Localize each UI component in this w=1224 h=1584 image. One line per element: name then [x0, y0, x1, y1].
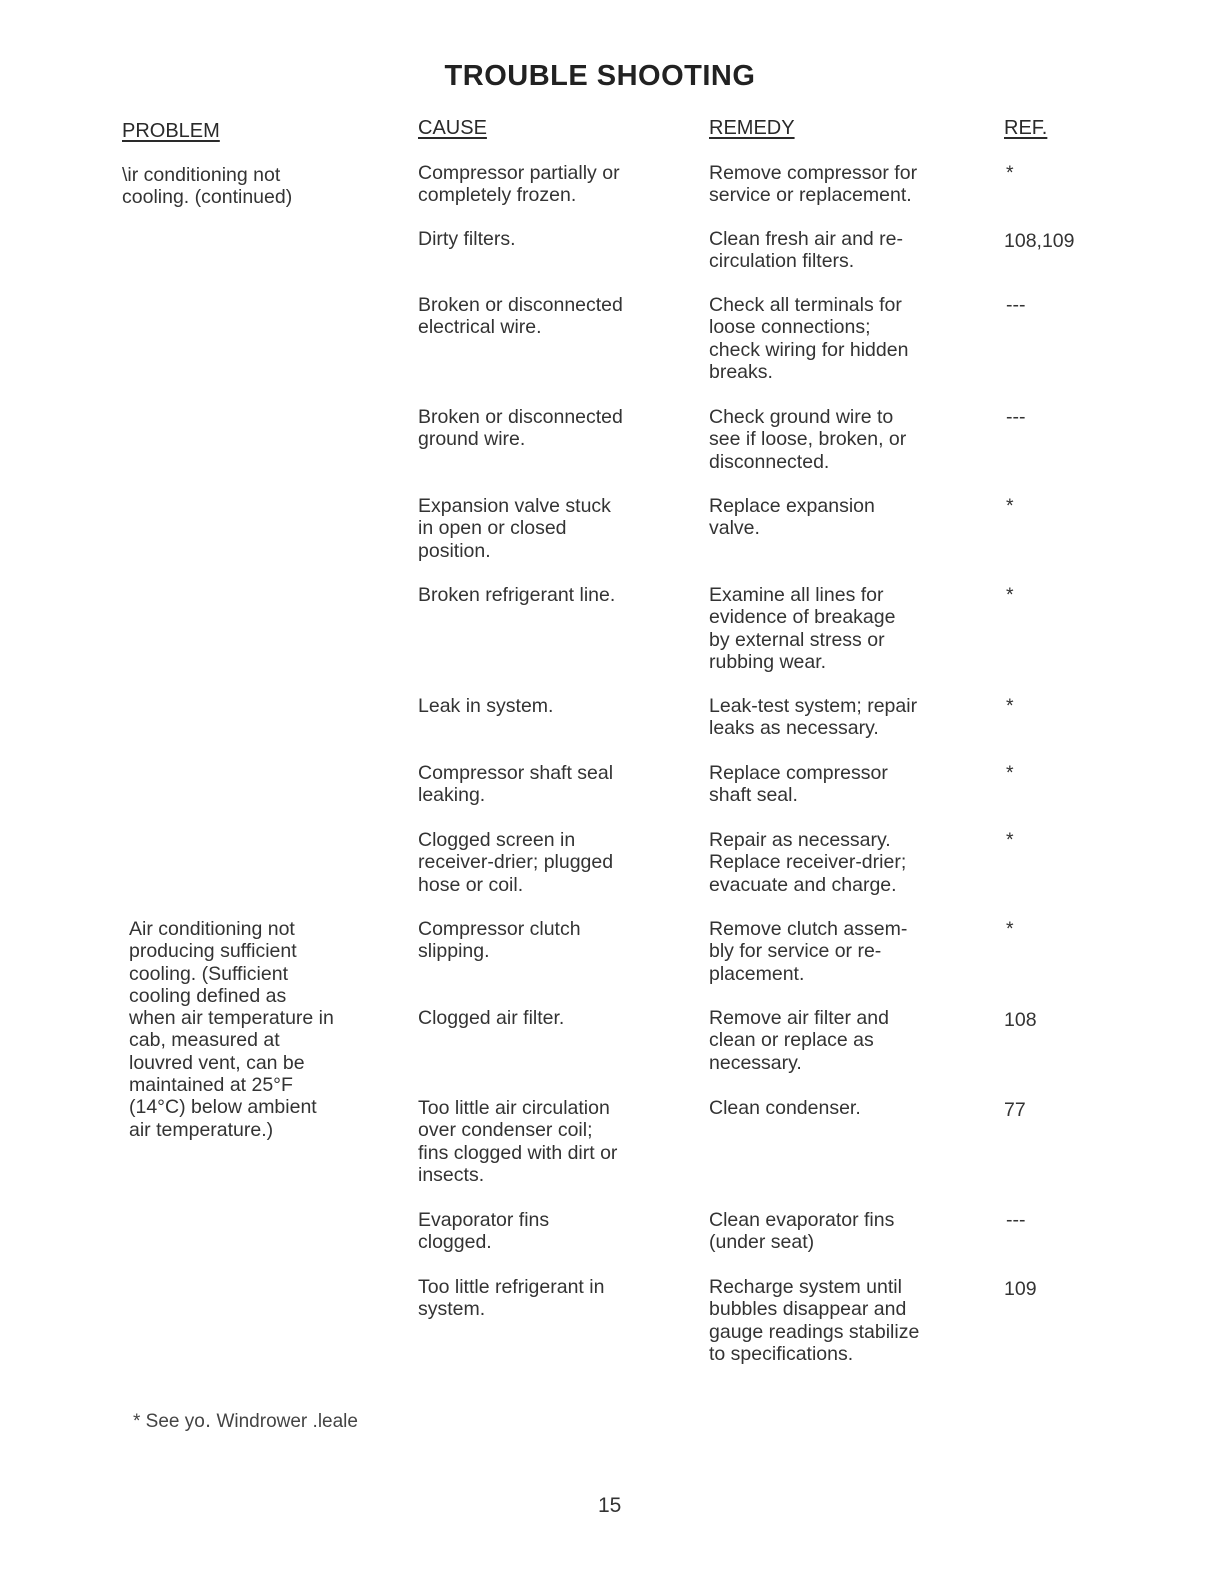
ref-cell: 109: [1004, 1278, 1037, 1300]
ref-cell: *: [1006, 918, 1014, 940]
cause-cell: Clogged air filter.: [418, 1007, 565, 1029]
remedy-cell: Clean fresh air and re- circulation filters.: [709, 228, 904, 273]
ref-cell: 77: [1004, 1099, 1026, 1121]
ref-cell: *: [1006, 695, 1014, 717]
ref-cell: *: [1006, 762, 1014, 784]
ref-cell: ---: [1006, 1209, 1026, 1231]
cause-cell: Clogged screen in receiver-drier; plugged hose or coil.: [418, 829, 614, 896]
cause-cell: Dirty filters.: [418, 228, 516, 250]
remedy-cell: Remove compressor for service or replacement.: [709, 162, 918, 207]
header-ref: REF.: [1004, 117, 1048, 139]
remedy-cell: Examine all lines for evidence of breakage by external stress or rubbing wear.: [709, 584, 896, 673]
ref-cell: 108: [1004, 1009, 1037, 1031]
remedy-cell: Repair as necessary. Replace receiver-drier; evacuate and charge.: [709, 829, 907, 896]
cause-cell: Compressor shaft seal leaking.: [418, 762, 614, 807]
page-number: 15: [598, 1494, 622, 1517]
remedy-cell: Check ground wire to see if loose, broken, or disconnected.: [709, 406, 907, 473]
remedy-cell: Clean evaporator fins (under seat): [709, 1209, 895, 1254]
ref-cell: *: [1006, 829, 1014, 851]
cause-cell: Expansion valve stuck in open or closed position.: [418, 495, 611, 562]
ref-cell: *: [1006, 495, 1014, 517]
cause-cell: Broken refrigerant line.: [418, 584, 616, 606]
remedy-cell: Replace expansion valve.: [709, 495, 875, 540]
cause-cell: Broken or disconnected ground wire.: [418, 406, 623, 451]
footnote: * See yo․ Windrower .leale: [133, 1411, 358, 1432]
problem-2: Air conditioning not producing sufficient cooling. (Sufficient cooling defined as when air temperature in cab, measured at louvred vent, can be maintained at 25°F (14°C) below ambient air temperature.): [129, 918, 334, 1141]
remedy-cell: Clean condenser.: [709, 1097, 861, 1119]
cause-cell: Compressor partially or completely frozen.: [418, 162, 620, 207]
cause-cell: Broken or disconnected electrical wire.: [418, 294, 623, 339]
ref-cell: ---: [1006, 406, 1026, 428]
remedy-cell: Check all terminals for loose connections; check wiring for hidden breaks.: [709, 294, 909, 383]
header-remedy: REMEDY: [709, 117, 795, 139]
ref-cell: ---: [1006, 294, 1026, 316]
ref-cell: 108,109: [1004, 230, 1075, 252]
remedy-cell: Recharge system until bubbles disappear and gauge readings stabilize to specifications.: [709, 1276, 920, 1365]
remedy-cell: Remove clutch assem- bly for service or re- placement.: [709, 918, 908, 985]
page-title: TROUBLE SHOOTING: [444, 60, 756, 92]
cause-cell: Leak in system.: [418, 695, 554, 717]
problem-1: \ir conditioning not cooling. (continued): [122, 164, 293, 209]
cause-cell: Evaporator fins clogged.: [418, 1209, 550, 1254]
header-problem: PROBLEM: [122, 120, 220, 142]
cause-cell: Too little air circulation over condenser coil; fins clogged with dirt or insects.: [418, 1097, 618, 1186]
remedy-cell: Replace compressor shaft seal.: [709, 762, 888, 807]
ref-cell: *: [1006, 162, 1014, 184]
remedy-cell: Remove air filter and clean or replace as necessary.: [709, 1007, 889, 1074]
cause-cell: Compressor clutch slipping.: [418, 918, 581, 963]
header-cause: CAUSE: [418, 117, 487, 139]
remedy-cell: Leak-test system; repair leaks as necessary.: [709, 695, 918, 740]
ref-cell: *: [1006, 584, 1014, 606]
cause-cell: Too little refrigerant in system.: [418, 1276, 605, 1321]
